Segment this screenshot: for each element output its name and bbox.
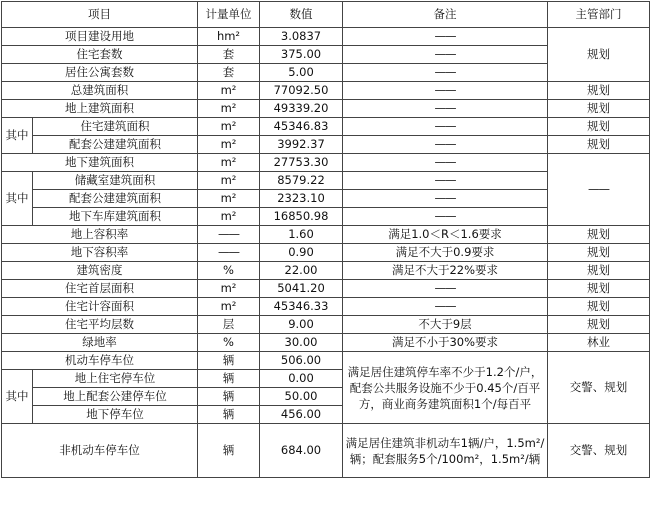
dept-cell: 林业 [548,334,650,352]
item-cell: 地上配套公建停车位 [33,388,198,406]
header-note: 备注 [343,2,548,28]
dept-cell: 规划 [548,136,650,154]
item-cell: 地下停车位 [33,406,198,424]
value-cell: 30.00 [260,334,343,352]
value-cell: 9.00 [260,316,343,334]
dept-cell: 规划 [548,298,650,316]
unit-cell: % [198,262,260,280]
header-value: 数值 [260,2,343,28]
unit-cell: 辆 [198,370,260,388]
header-item: 项目 [2,2,198,28]
unit-cell: m² [198,154,260,172]
value-cell: 8579.22 [260,172,343,190]
note-cell: 不大于9层 [343,316,548,334]
note-cell: 满足不小于30%要求 [343,334,548,352]
item-cell: 地上住宅停车位 [33,370,198,388]
project-indicator-table [1,1,650,478]
value-cell: 375.00 [260,46,343,64]
table-row [2,424,650,478]
qizhong-label: 其中 [2,118,33,154]
note-cell: —— [343,118,548,136]
unit-cell: 辆 [198,352,260,370]
dept-cell: 规划 [548,118,650,136]
dept-cell: —— [548,154,650,226]
value-cell: 22.00 [260,262,343,280]
value-cell: 77092.50 [260,82,343,100]
value-cell: 1.60 [260,226,343,244]
unit-cell: m² [198,280,260,298]
value-cell: 5041.20 [260,280,343,298]
item-cell: 地下建筑面积 [2,154,198,172]
unit-cell: m² [198,82,260,100]
table-row [2,262,650,280]
dept-cell: 规划 [548,28,650,82]
value-cell: 27753.30 [260,154,343,172]
table-row [2,154,650,172]
unit-cell: 层 [198,316,260,334]
item-cell: 住宅计容面积 [2,298,198,316]
note-cell: —— [343,172,548,190]
table-row [2,82,650,100]
value-cell: 5.00 [260,64,343,82]
table-row [2,100,650,118]
item-cell: 住宅建筑面积 [33,118,198,136]
value-cell: 49339.20 [260,100,343,118]
note-cell: —— [343,82,548,100]
dept-cell: 规划 [548,262,650,280]
unit-cell: 辆 [198,424,260,478]
unit-cell: m² [198,172,260,190]
note-cell: 满足1.0＜R＜1.6要求 [343,226,548,244]
value-cell: 16850.98 [260,208,343,226]
note-cell-bike: 满足居住建筑非机动车1辆/户，1.5m²/辆；配套服务5个/100m²，1.5m²/辆 [343,424,548,478]
header-unit: 计量单位 [198,2,260,28]
dept-cell: 规划 [548,280,650,298]
item-cell: 地下容积率 [2,244,198,262]
dept-cell-parking: 交警、规划 [548,352,650,424]
unit-cell: 套 [198,64,260,82]
unit-cell: —— [198,226,260,244]
note-cell-parking: 满足居住建筑停车率不少于1.2个/户，配套公共服务设施不少于0.45个/百平方，商业商务建筑面积1个/每百平 [343,352,548,424]
value-cell: 45346.83 [260,118,343,136]
unit-cell: 套 [198,46,260,64]
value-cell: 45346.33 [260,298,343,316]
note-cell: —— [343,46,548,64]
dept-cell-bike: 交警、规划 [548,424,650,478]
unit-cell: 辆 [198,406,260,424]
item-cell: 机动车停车位 [2,352,198,370]
item-cell: 储藏室建筑面积 [33,172,198,190]
header-row [2,2,650,28]
item-cell: 居住公寓套数 [2,64,198,82]
note-cell: 满足不大于0.9要求 [343,244,548,262]
note-cell: —— [343,136,548,154]
item-cell: 总建筑面积 [2,82,198,100]
dept-cell: 规划 [548,100,650,118]
value-cell: 3992.37 [260,136,343,154]
unit-cell: m² [198,118,260,136]
item-cell: 住宅首层面积 [2,280,198,298]
note-cell: —— [343,100,548,118]
table-row [2,226,650,244]
unit-cell: m² [198,100,260,118]
table-row [2,280,650,298]
unit-cell: m² [198,136,260,154]
note-cell: 满足不大于22%要求 [343,262,548,280]
table-row [2,334,650,352]
note-cell: —— [343,28,548,46]
item-cell: 住宅套数 [2,46,198,64]
value-cell: 506.00 [260,352,343,370]
unit-cell: hm² [198,28,260,46]
value-cell: 2323.10 [260,190,343,208]
item-cell: 地下车库建筑面积 [33,208,198,226]
note-cell: —— [343,64,548,82]
table-row [2,136,650,154]
table-row [2,118,650,136]
note-cell: —— [343,298,548,316]
qizhong-label: 其中 [2,370,33,424]
item-cell: 非机动车停车位 [2,424,198,478]
dept-cell: 规划 [548,316,650,334]
value-cell: 684.00 [260,424,343,478]
dept-cell: 规划 [548,244,650,262]
table-row [2,244,650,262]
item-cell: 配套公建建筑面积 [33,190,198,208]
item-cell: 地上容积率 [2,226,198,244]
note-cell: —— [343,208,548,226]
table-row [2,352,650,370]
item-cell: 配套公建建筑面积 [33,136,198,154]
note-cell: —— [343,190,548,208]
table-row [2,28,650,46]
item-cell: 绿地率 [2,334,198,352]
item-cell: 住宅平均层数 [2,316,198,334]
unit-cell: % [198,334,260,352]
note-cell: —— [343,154,548,172]
note-cell: —— [343,280,548,298]
value-cell: 3.0837 [260,28,343,46]
dept-cell: 规划 [548,226,650,244]
table-row [2,316,650,334]
dept-cell: 规划 [548,82,650,100]
unit-cell: 辆 [198,388,260,406]
item-cell: 建筑密度 [2,262,198,280]
qizhong-label: 其中 [2,172,33,226]
header-dept: 主管部门 [548,2,650,28]
unit-cell: m² [198,208,260,226]
value-cell: 50.00 [260,388,343,406]
table-row [2,298,650,316]
value-cell: 456.00 [260,406,343,424]
unit-cell: m² [198,298,260,316]
unit-cell: m² [198,190,260,208]
value-cell: 0.00 [260,370,343,388]
item-cell: 项目建设用地 [2,28,198,46]
value-cell: 0.90 [260,244,343,262]
item-cell: 地上建筑面积 [2,100,198,118]
unit-cell: —— [198,244,260,262]
